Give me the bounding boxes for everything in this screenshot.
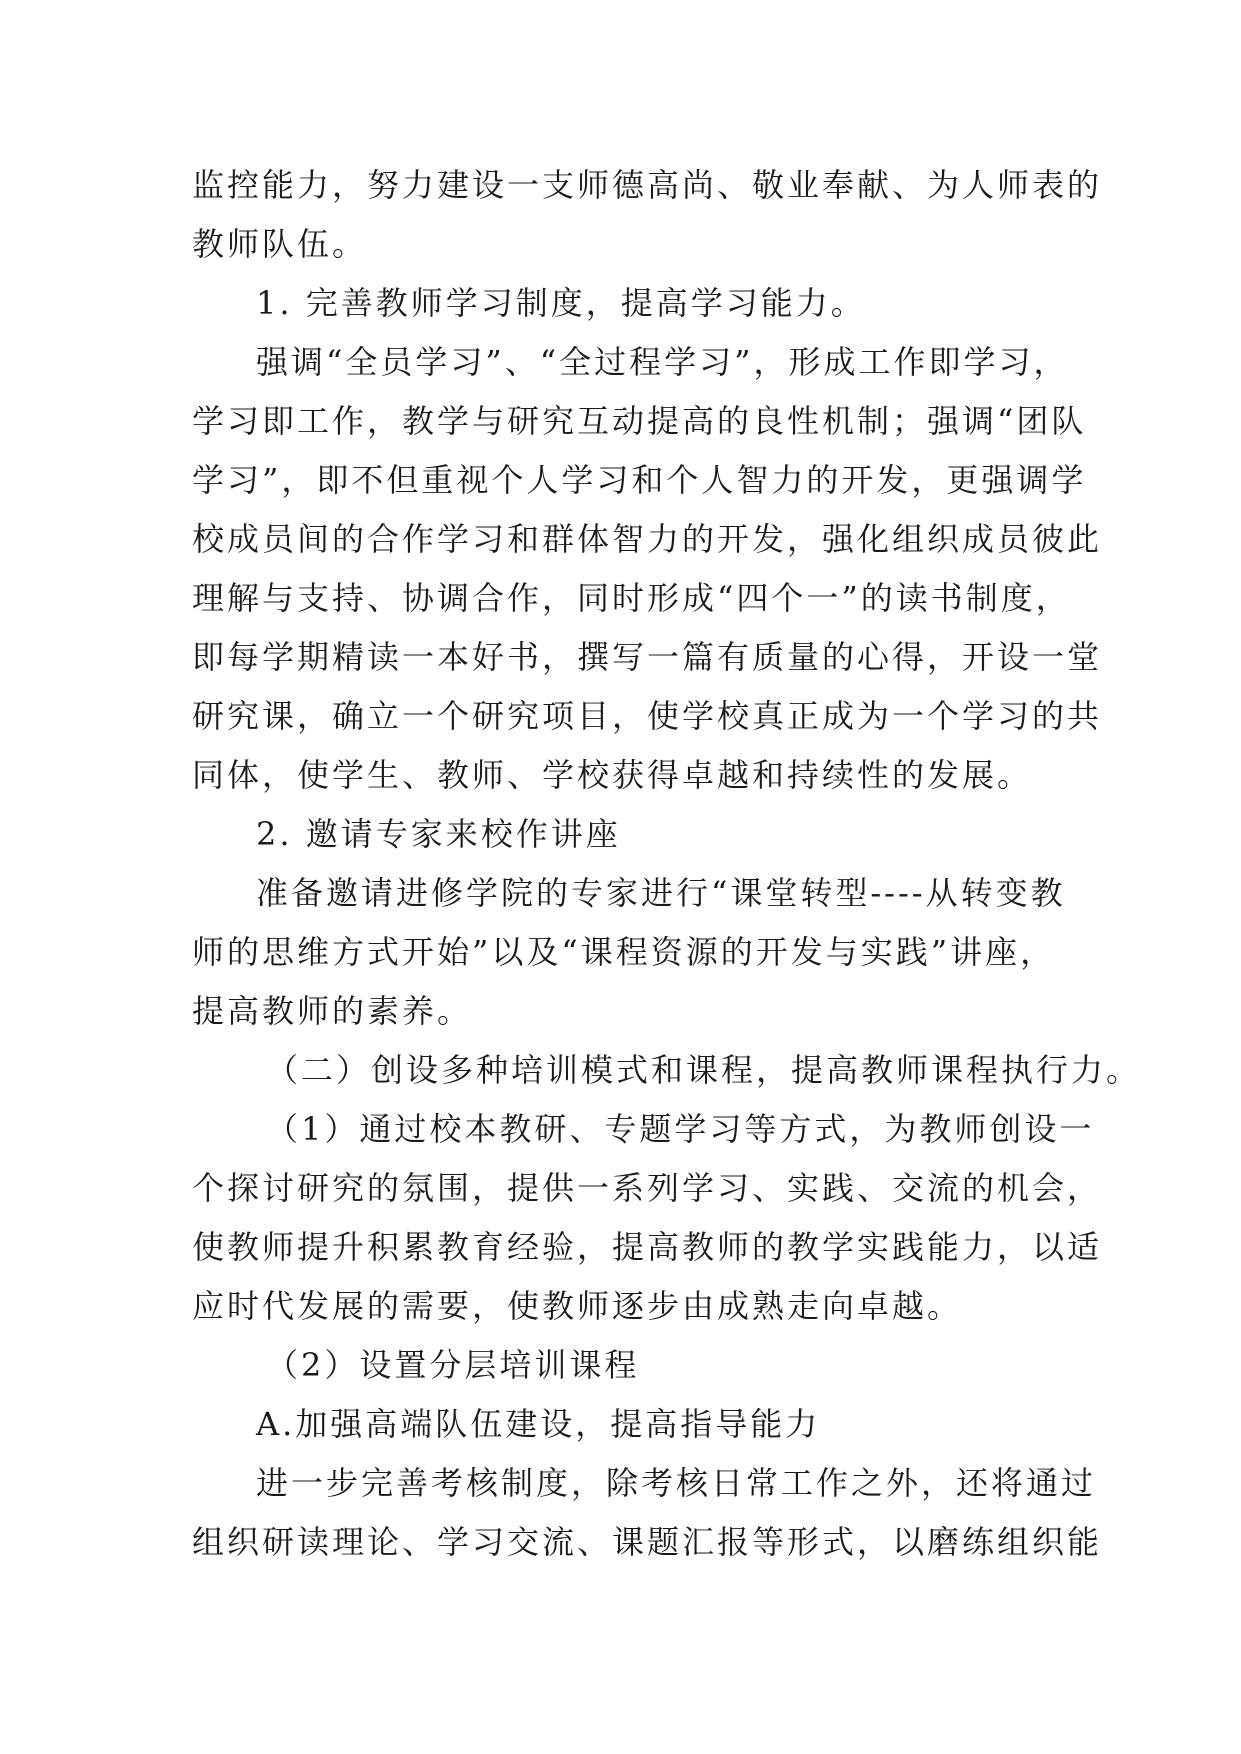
paragraph-line: 同体，使学生、教师、学校获得卓越和持续性的发展。 [192,756,1033,794]
paragraph-line: 学习”，即不但重视个人学习和个人智力的开发，更强调学 [192,461,1087,499]
paragraph-line: 应时代发展的需要，使教师逐步由成熟走向卓越。 [192,1287,963,1325]
subsection-heading-a: A.加强高端队伍建设，提高指导能力 [256,1405,821,1443]
paragraph-line: 理解与支持、协调合作，同时形成“四个一”的读书制度， [192,579,1071,617]
paragraph-line: 教师队伍。 [192,225,368,263]
paragraph-line: 个探讨研究的氛围，提供一系列学习、实践、交流的机会， [192,1169,1103,1207]
section-heading-er: （二）创设多种培训模式和课程，提高教师课程执行力。 [266,1051,1142,1089]
paragraph-line: 师的思维方式开始”以及“课程资源的开发与实践”讲座， [192,933,1056,971]
paragraph-line: 校成员间的合作学习和群体智力的开发，强化组织成员彼此 [192,520,1103,558]
paragraph-line: 组织研读理论、学习交流、课题汇报等形式，以磨练组织能 [192,1523,1103,1561]
paragraph-line: 监控能力，努力建设一支师德高尚、敬业奉献、为人师表的 [192,166,1103,204]
paragraph-line: 即每学期精读一本好书，撰写一篇有质量的心得，开设一堂 [192,638,1103,676]
paragraph-line: （1）通过校本教研、专题学习等方式，为教师创设一 [266,1110,1095,1148]
paragraph-line: 使教师提升积累教育经验，提高教师的教学实践能力，以适 [192,1228,1103,1266]
paragraph-line: 准备邀请进修学院的专家进行“课堂转型----从转变教 [256,874,1066,912]
paragraph-line: 提高教师的素养。 [192,992,473,1030]
paragraph-line: 强调“全员学习”、“全过程学习”，形成工作即学习， [256,343,1069,381]
section-heading-2: 2. 邀请专家来校作讲座 [256,815,621,853]
paragraph-line: 学习即工作，教学与研究互动提高的良性机制；强调“团队 [192,402,1087,440]
paragraph-line: 研究课，确立一个研究项目，使学校真正成为一个学习的共 [192,697,1103,735]
section-heading-1: 1. 完善教师学习制度，提高学习能力。 [256,284,866,322]
paragraph-line: 进一步完善考核制度，除考核日常工作之外，还将通过 [256,1464,1097,1502]
subsection-heading-2: （2）设置分层培训课程 [266,1346,640,1384]
